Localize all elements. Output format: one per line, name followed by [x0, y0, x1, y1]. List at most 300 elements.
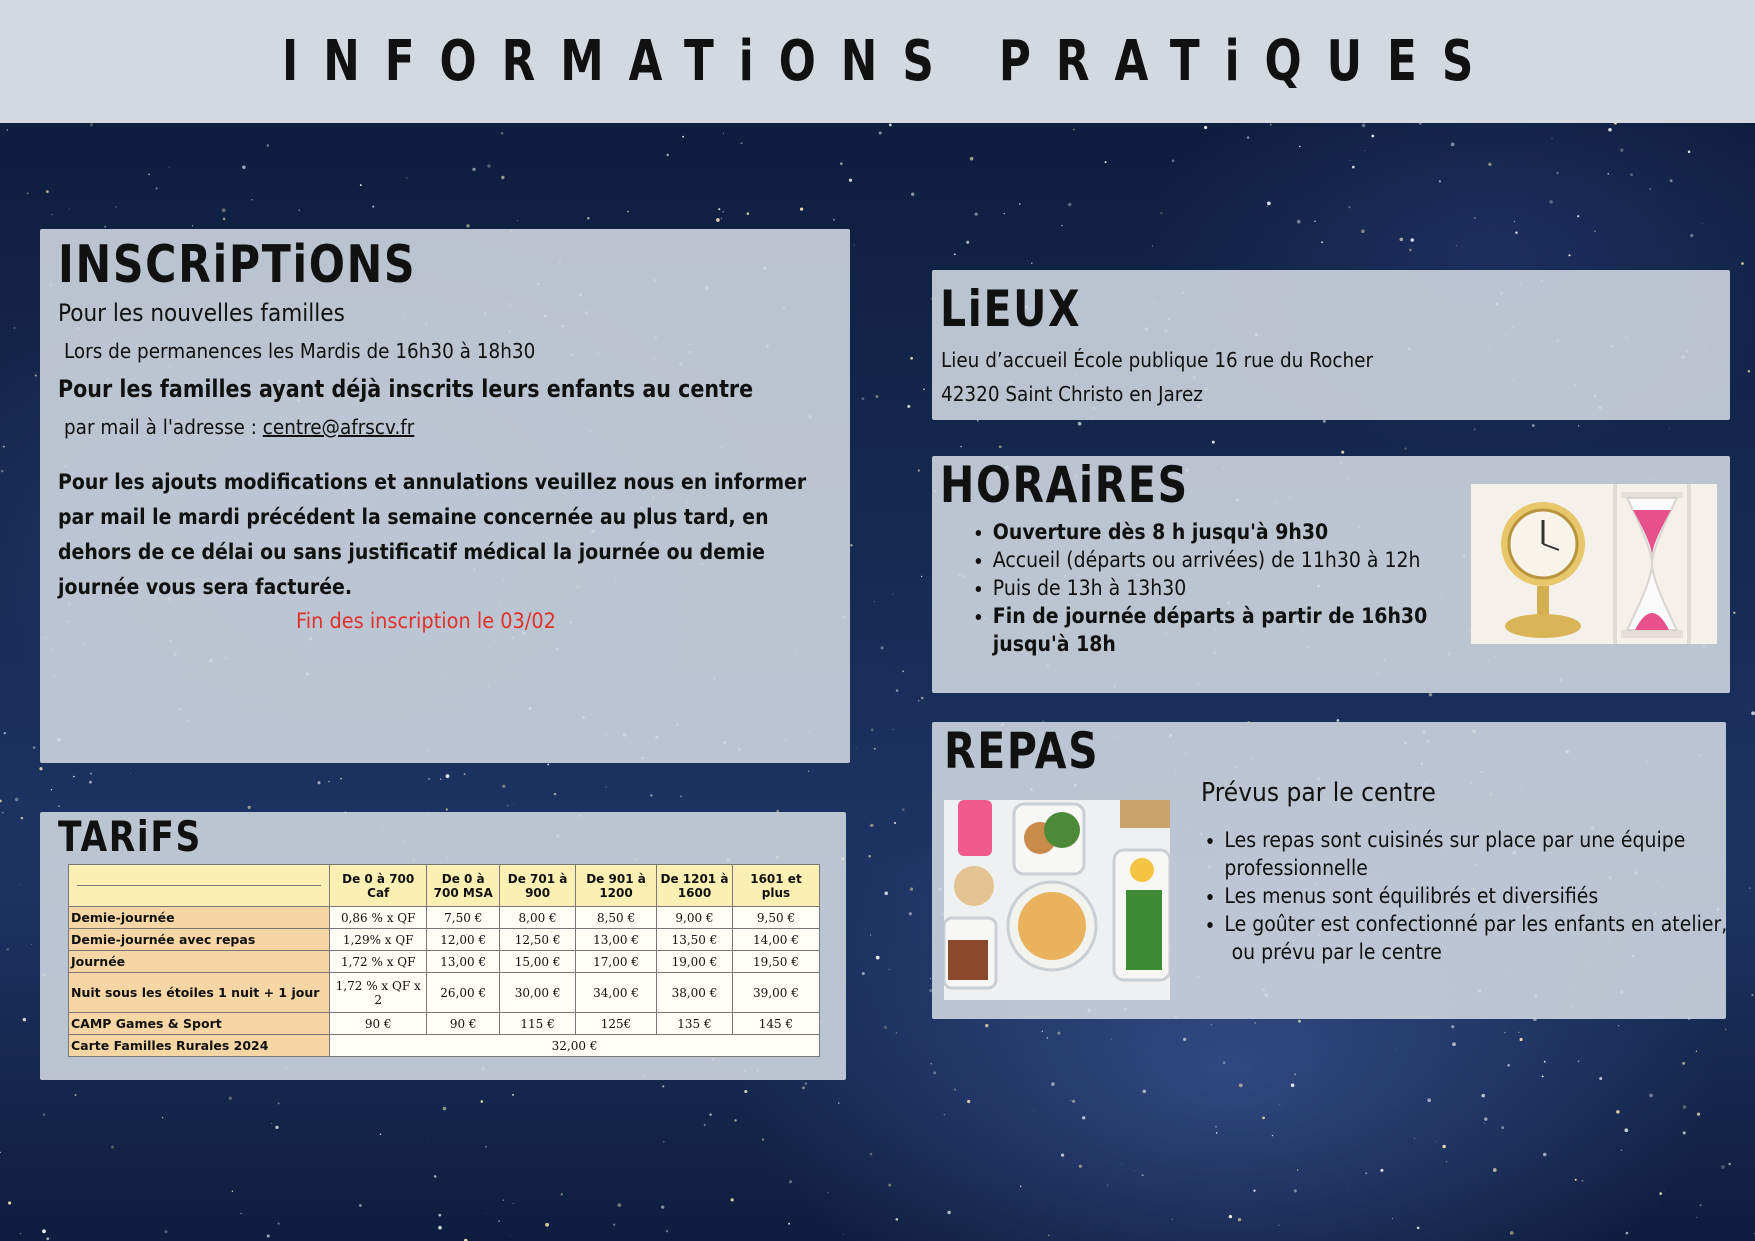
star — [438, 1226, 442, 1230]
star — [1216, 1132, 1218, 1134]
star — [975, 212, 978, 215]
table-cell: 12,00 € — [427, 929, 500, 951]
table-cell: 14,00 € — [732, 929, 819, 951]
star — [19, 885, 20, 886]
star — [896, 1218, 899, 1221]
star — [910, 357, 913, 360]
star — [977, 420, 979, 422]
table-row — [69, 973, 820, 1013]
list-item: • Fin de journée départs à partir de 16h30 jusqu'à 18h — [993, 602, 1450, 658]
list-item — [1224, 910, 1732, 966]
star — [1061, 225, 1062, 226]
star — [359, 1204, 362, 1207]
star — [970, 157, 974, 161]
star — [788, 1223, 790, 1225]
star — [6, 129, 8, 131]
star — [75, 1094, 77, 1096]
star — [862, 972, 865, 975]
star — [1400, 238, 1404, 242]
star — [1721, 1165, 1725, 1169]
star — [881, 646, 884, 649]
star — [1047, 1037, 1049, 1039]
star — [1, 470, 4, 473]
row-label: Nuit sous les étoiles 1 nuit + 1 jour — [69, 973, 330, 1013]
star — [428, 778, 430, 780]
table-row — [69, 929, 820, 951]
star — [73, 776, 75, 778]
star — [734, 1119, 736, 1121]
horaires-panel — [932, 456, 1730, 693]
star — [90, 773, 91, 774]
star — [89, 781, 92, 784]
email-link[interactable]: centre@afrscv.fr — [262, 415, 415, 439]
table-cell: 1,29% x QF — [330, 929, 427, 951]
star — [954, 253, 956, 255]
table-cell: 32,00 € — [330, 1035, 820, 1057]
star — [485, 1146, 487, 1148]
star — [709, 1113, 711, 1115]
star — [999, 445, 1002, 448]
star — [1348, 1189, 1349, 1190]
star — [512, 1094, 514, 1096]
star — [861, 397, 864, 400]
star — [1751, 711, 1755, 715]
star — [874, 748, 876, 750]
star — [1291, 1084, 1295, 1088]
row-label: Demie-journée — [69, 907, 330, 929]
star — [1239, 1084, 1243, 1088]
star — [278, 1102, 280, 1104]
star — [871, 728, 874, 731]
table-cell: 1,72 % x QF x 2 — [330, 973, 427, 1013]
star — [1396, 1049, 1397, 1050]
star — [1323, 420, 1326, 423]
star — [1223, 1061, 1226, 1064]
star — [278, 1223, 280, 1225]
star — [1417, 1227, 1420, 1230]
new-families-title: Pour les nouvelles familles — [58, 299, 345, 327]
star — [967, 1100, 970, 1103]
star — [1152, 246, 1153, 247]
table-cell: 125€ — [576, 1013, 657, 1035]
star — [680, 796, 681, 797]
tarifs-heading: TARiFS — [58, 812, 202, 861]
star — [1544, 1061, 1546, 1063]
star — [1578, 1061, 1580, 1063]
star — [43, 1113, 46, 1116]
star — [1078, 422, 1082, 426]
star — [1624, 1128, 1628, 1132]
star — [498, 1220, 499, 1221]
tarifs-col-header: De 1201 à 1600 — [657, 865, 733, 907]
star — [850, 544, 852, 546]
star — [1518, 1032, 1519, 1033]
star — [918, 700, 920, 702]
star — [1117, 1154, 1118, 1155]
star — [464, 773, 466, 775]
title-banner — [0, 0, 1755, 123]
star — [1061, 1154, 1064, 1157]
star — [1578, 425, 1579, 426]
star — [730, 1198, 733, 1201]
star — [627, 211, 629, 213]
star — [1748, 370, 1750, 372]
star — [1031, 262, 1033, 264]
star — [1298, 1020, 1301, 1023]
star — [554, 793, 556, 795]
star — [1267, 206, 1268, 207]
star — [910, 887, 913, 890]
list-item: • Ouverture dès 8 h jusqu'à 9h30 — [993, 518, 1450, 546]
star — [446, 774, 450, 778]
star — [1362, 124, 1366, 128]
star — [1542, 1075, 1544, 1077]
star — [1409, 249, 1412, 252]
lieux-city-line: 42320 Saint Christo en Jarez — [941, 382, 1203, 406]
star — [1068, 203, 1072, 207]
star — [892, 594, 893, 595]
star — [1034, 1110, 1035, 1111]
star — [921, 697, 924, 700]
star — [1215, 1126, 1216, 1127]
star — [1607, 173, 1609, 175]
star — [1143, 1090, 1146, 1093]
star — [870, 934, 871, 935]
row-label: CAMP Games & Sport — [69, 1013, 330, 1035]
table-cell: 19,50 € — [732, 951, 819, 973]
star — [828, 1192, 829, 1193]
star — [501, 176, 504, 179]
star — [1543, 1153, 1547, 1157]
star — [1504, 1032, 1506, 1034]
star — [510, 1235, 511, 1236]
star — [299, 210, 300, 211]
table-cell: 13,00 € — [576, 929, 657, 951]
tarifs-corner-cell — [69, 865, 330, 907]
list-item: • Accueil (départs ou arrivées) de 11h30 à 12h — [993, 546, 1450, 574]
star — [162, 1117, 163, 1118]
star — [1072, 1100, 1075, 1103]
star — [1352, 166, 1355, 169]
star — [1073, 129, 1075, 131]
star — [808, 771, 809, 772]
star — [1051, 1082, 1055, 1086]
table-cell: 34,00 € — [576, 973, 657, 1013]
star — [232, 1191, 233, 1192]
star — [918, 469, 920, 471]
table-cell: 135 € — [657, 1013, 733, 1035]
star — [434, 1175, 437, 1178]
star — [1594, 231, 1595, 232]
star — [1350, 160, 1351, 161]
star — [1621, 1150, 1622, 1151]
star — [762, 1139, 764, 1141]
star — [933, 1071, 936, 1074]
meal-boxes-icon — [944, 800, 1170, 1000]
star — [1456, 245, 1457, 246]
star — [843, 1234, 844, 1235]
star — [889, 123, 892, 126]
star — [723, 133, 724, 134]
star — [1451, 1025, 1454, 1028]
star — [1697, 1112, 1700, 1115]
star — [1427, 1098, 1431, 1102]
star — [1134, 1171, 1135, 1172]
star — [1404, 447, 1407, 450]
star — [0, 800, 2, 803]
lieux-address-line: Lieu d’accueil École publique 16 rue du Rocher — [941, 348, 1374, 372]
star — [1057, 1032, 1060, 1035]
star — [747, 212, 750, 215]
star — [1751, 994, 1753, 996]
star — [947, 1211, 950, 1214]
star — [513, 804, 514, 805]
star — [921, 576, 922, 577]
star — [704, 1124, 706, 1126]
star — [1048, 1234, 1050, 1236]
table-cell: 8,00 € — [500, 907, 576, 929]
star — [517, 220, 518, 221]
star — [561, 1193, 563, 1195]
star — [1520, 1038, 1523, 1041]
star — [1142, 1174, 1144, 1176]
star — [966, 241, 969, 244]
star — [8, 1201, 11, 1204]
star — [223, 218, 226, 221]
horaires-list — [982, 518, 1450, 658]
star — [1442, 1145, 1446, 1149]
star — [1314, 221, 1316, 223]
star — [884, 892, 888, 896]
star — [1670, 179, 1673, 182]
star — [1183, 1038, 1186, 1041]
star — [31, 944, 32, 945]
table-cell: 7,50 € — [427, 907, 500, 929]
star — [909, 912, 912, 915]
star — [267, 1235, 270, 1238]
star — [340, 778, 342, 780]
star — [481, 1100, 484, 1103]
star — [372, 206, 374, 208]
star — [1297, 1169, 1298, 1170]
star — [1229, 1215, 1232, 1218]
star — [1394, 1104, 1395, 1105]
star — [15, 798, 19, 802]
star — [1696, 1051, 1697, 1052]
repas-panel — [932, 722, 1726, 1019]
star — [1019, 203, 1021, 205]
star — [1568, 254, 1570, 256]
star — [35, 374, 37, 376]
page-title: INFORMATiONS PRATiQUES — [281, 29, 1499, 94]
star — [1700, 1204, 1702, 1206]
tarifs-col-header: De 701 à 900 — [500, 865, 576, 907]
star — [1435, 1141, 1436, 1142]
inscriptions-panel — [40, 229, 850, 763]
star — [52, 214, 53, 215]
star — [1484, 1123, 1485, 1124]
table-cell: 17,00 € — [576, 951, 657, 973]
star — [666, 154, 668, 156]
star — [1690, 234, 1693, 237]
star — [1575, 1179, 1577, 1181]
star — [954, 1088, 956, 1090]
star — [804, 1082, 807, 1085]
star — [1474, 217, 1476, 219]
row-label: Carte Familles Rurales 2024 — [69, 1035, 330, 1057]
table-cell: 1,72 % x QF — [330, 951, 427, 973]
star — [1111, 1039, 1112, 1040]
star — [722, 211, 724, 213]
table-cell: 145 € — [732, 1013, 819, 1035]
new-families-text: Lors de permanences les Mardis de 16h30 à 18h30 — [64, 339, 536, 363]
star — [1392, 1218, 1393, 1219]
star — [503, 1199, 505, 1201]
star — [923, 388, 925, 390]
star — [6, 948, 9, 951]
table-cell: 12,50 € — [500, 929, 576, 951]
star — [242, 165, 245, 168]
star — [1484, 1117, 1487, 1120]
star — [854, 245, 855, 246]
star — [1620, 149, 1623, 152]
tarifs-header-row — [69, 865, 820, 907]
star — [893, 729, 894, 730]
star — [275, 1126, 278, 1129]
star — [380, 1134, 381, 1135]
star — [1451, 143, 1455, 147]
list-item: • Les repas sont cuisinés sur place par une équipe professionnelle — [1224, 826, 1732, 882]
star — [466, 224, 469, 227]
star — [1649, 1094, 1653, 1098]
star — [662, 1085, 664, 1087]
star — [911, 193, 914, 196]
star — [1501, 1126, 1504, 1129]
star — [69, 208, 70, 209]
star — [1682, 1062, 1685, 1065]
star — [501, 132, 503, 134]
star — [42, 1229, 46, 1233]
star — [894, 822, 896, 824]
star — [1665, 1190, 1666, 1191]
star — [169, 167, 170, 168]
star — [1267, 202, 1271, 206]
star — [14, 327, 16, 329]
horaires-heading: HORAiRES — [940, 456, 1189, 514]
star — [39, 767, 42, 770]
table-cell: 13,50 € — [657, 929, 733, 951]
star — [857, 748, 858, 749]
star — [716, 218, 720, 222]
star — [1659, 1192, 1662, 1195]
star — [682, 136, 684, 138]
list-item: • Les menus sont équilibrés et diversifiés — [1224, 882, 1732, 910]
star — [789, 1180, 792, 1183]
star — [870, 824, 873, 827]
star — [2, 812, 3, 813]
star — [487, 164, 490, 167]
star — [587, 217, 589, 219]
star — [661, 1205, 664, 1208]
star — [650, 794, 652, 796]
modification-notice: Pour les ajouts modifications et annulations veuillez nous en informer par mail le mardi précédent la semaine concernée au plus tard, en dehors de ce délai ou sans justificatif médical la journée ou demie journée vous sera facturée. — [58, 470, 807, 599]
star — [876, 395, 879, 398]
table-cell: 30,00 € — [500, 973, 576, 1013]
star — [27, 192, 29, 194]
star — [930, 978, 931, 979]
star — [1493, 1168, 1497, 1172]
star — [1348, 206, 1351, 209]
star — [1514, 221, 1515, 222]
star — [718, 208, 720, 210]
star — [440, 778, 442, 780]
table-cell: 90 € — [427, 1013, 500, 1035]
star — [328, 781, 329, 782]
star — [1515, 232, 1517, 234]
star — [1297, 220, 1301, 224]
star — [1446, 1161, 1447, 1162]
star — [1728, 1163, 1731, 1166]
star — [663, 1141, 664, 1142]
star — [1630, 173, 1633, 176]
star — [248, 806, 251, 809]
star — [115, 206, 117, 208]
repas-subtitle: Prévus par le centre — [1201, 778, 1436, 808]
star — [1749, 887, 1751, 889]
star — [666, 1230, 668, 1232]
inscriptions-heading: INSCRiPTiONS — [58, 235, 417, 295]
star — [1556, 172, 1559, 175]
star — [606, 787, 607, 788]
star — [1618, 1025, 1619, 1026]
star — [802, 1086, 805, 1089]
table-row — [69, 907, 820, 929]
star — [513, 1203, 514, 1204]
star — [46, 190, 49, 193]
existing-families-contact — [64, 415, 414, 439]
star — [849, 179, 852, 182]
star — [1304, 181, 1305, 182]
star — [741, 142, 743, 144]
table-cell: 115 € — [500, 1013, 576, 1035]
star — [907, 405, 910, 408]
tarifs-col-header: De 0 à 700 Caf — [330, 865, 427, 907]
star — [1452, 1042, 1456, 1046]
table-row — [69, 1035, 820, 1057]
star — [944, 1114, 945, 1115]
star — [3, 446, 5, 448]
star — [1488, 163, 1491, 166]
star — [1581, 1180, 1583, 1182]
star — [155, 187, 157, 189]
star — [613, 1224, 615, 1226]
star — [317, 781, 320, 784]
deadline-notice: Fin des inscription le 03/02 — [296, 609, 556, 633]
star — [1341, 451, 1344, 454]
star — [902, 808, 905, 811]
star — [1532, 424, 1535, 427]
star — [472, 168, 475, 171]
row-label: Demie-journée avec repas — [69, 929, 330, 951]
star — [838, 1102, 839, 1103]
row-label: Journée — [69, 951, 330, 973]
star — [870, 1153, 873, 1156]
star — [111, 1145, 114, 1148]
star — [1549, 200, 1552, 203]
star — [1294, 1189, 1297, 1192]
star — [406, 177, 407, 178]
star — [58, 805, 59, 806]
